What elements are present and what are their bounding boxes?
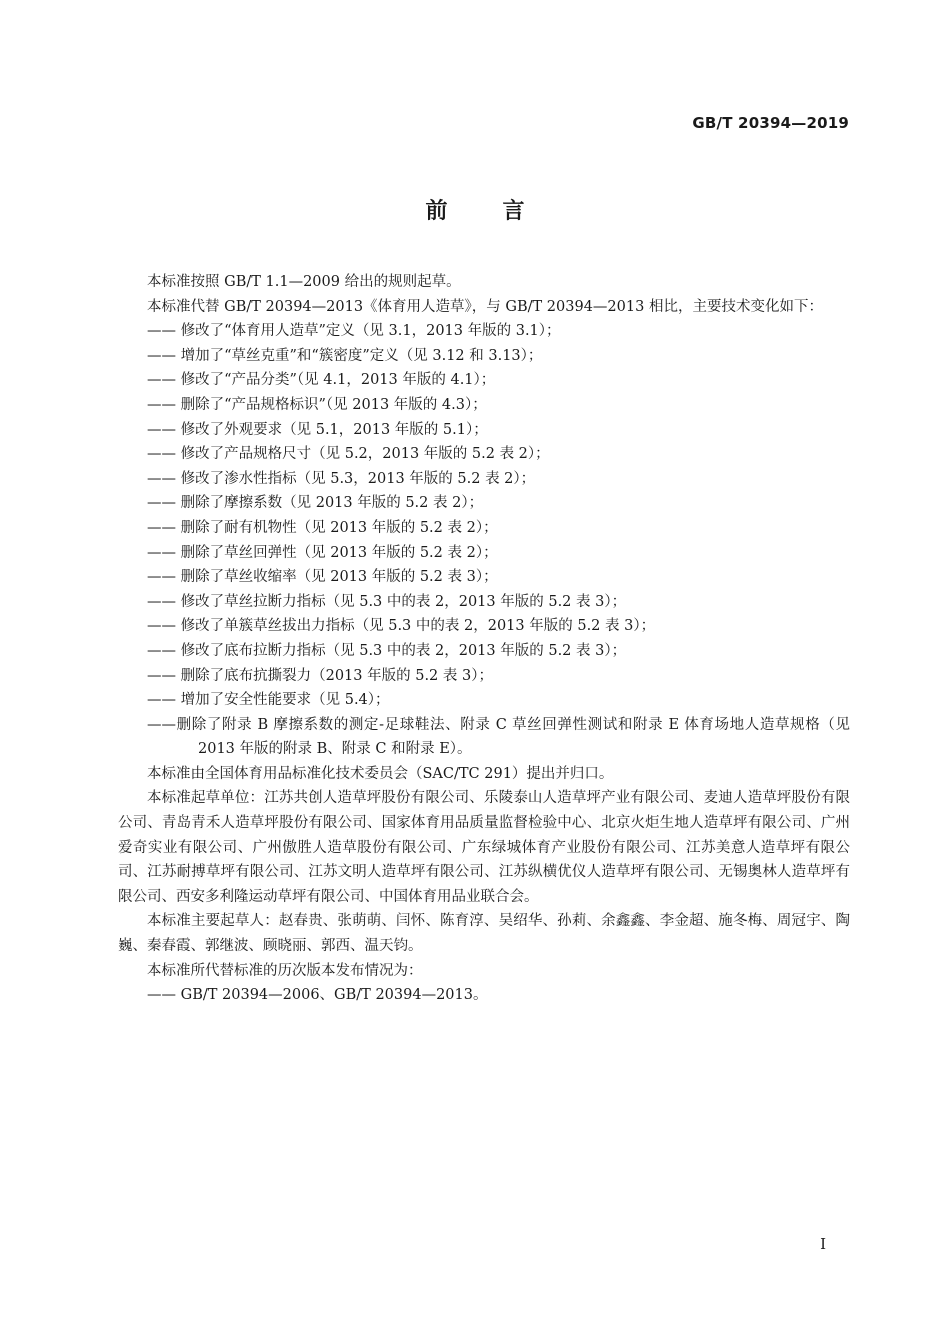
list-item: —— 删除了摩擦系数（见 2013 年版的 5.2 表 2）； [147,495,484,512]
list-item: —— 修改了渗水性指标（见 5.3，2013 年版的 5.2 表 2）； [147,470,536,487]
committee-paragraph: 本标准由全国体育用品标准化技术委员会（SAC/TC 291）提出并归口。 [147,765,614,782]
list-item: —— 修改了“产品分类”（见 4.1，2013 年版的 4.1）； [147,372,496,389]
page-title: 前言 [425,199,580,224]
list-item: —— 删除了“产品规格标识”（见 2013 年版的 4.3）； [147,396,487,413]
list-item: —— 修改了“体育用人造草”定义（见 3.1，2013 年版的 3.1）； [147,323,561,340]
drafting-rules-paragraph: 本标准按照 GB/T 1.1—2009 给出的规则起草。 [147,274,461,290]
page-number: I [820,1235,826,1253]
foreword-body [118,270,850,1008]
previous-versions-item: —— GB/T 20394—2006、GB/T 20394—2013。 [147,987,488,1004]
list-item: —— 修改了底布拉断力指标（见 5.3 中的表 2，2013 年版的 5.2 表 3）； [147,642,627,659]
list-item: —— 增加了“草丝克重”和“簇密度”定义（见 3.12 和 3.13）； [147,347,543,364]
drafting-units-paragraph: 本标准起草单位：江苏共创人造草坪股份有限公司、乐陵泰山人造草坪产业有限公司、麦迪人造草坪股份有限公司、青岛青禾人造草坪股份有限公司、国家体育用品质量监督检验中心、北京火炬生地人造草坪有限公司、广州爱奇实业有限公司、广州傲胜人造草股份有限公司、广东绿城体育产业股份有限公司、江苏美意人造草坪有限公司、江苏耐搏草坪有限公司、江苏文明人造草坪有限公司、江苏纵横优仪人造草坪有限公司、无锡奥林人造草坪有限公司、西安多利隆运动草坪有限公司、中国体育用品业联合会。 [118,790,850,905]
list-item: —— 增加了安全性能要求（见 5.4）； [147,692,390,709]
list-item: —— 删除了草丝回弹性（见 2013 年版的 5.2 表 2）； [147,544,498,561]
list-item: —— 删除了耐有机物性（见 2013 年版的 5.2 表 2）； [147,519,498,536]
list-item: —— 修改了产品规格尺寸（见 5.2，2013 年版的 5.2 表 2）； [147,446,550,463]
list-item: —— 修改了单簇草丝拔出力指标（见 5.3 中的表 2，2013 年版的 5.2 表 3）； [147,618,656,635]
drafters-paragraph: 本标准主要起草人：赵春贵、张萌萌、闫怀、陈育淳、吴绍华、孙莉、余鑫鑫、李金超、施冬梅、周冠宇、陶巍、秦春霞、郭继波、顾晓丽、郭西、温天钧。 [118,913,850,955]
list-item: —— 修改了草丝拉断力指标（见 5.3 中的表 2，2013 年版的 5.2 表 3）； [147,593,627,610]
changes-list [118,319,850,762]
list-item: —— 修改了外观要求（见 5.1，2013 年版的 5.1）； [147,421,488,438]
history-paragraph: 本标准所代替标准的历次版本发布情况为： [147,962,423,979]
list-item: ——删除了附录 B 摩擦系数的测定-足球鞋法、附录 C 草丝回弹性测试和附录 E 体育场地人造草规格（见 2013 年版的附录 B、附录 C 和附录 E）。 [147,716,850,758]
list-item: —— 删除了底布抗撕裂力（2013 年版的 5.2 表 3）； [147,667,493,684]
replacement-paragraph: 本标准代替 GB/T 20394—2013《体育用人造草》，与 GB/T 20394—2013 相比，主要技术变化如下： [147,298,823,315]
list-item: —— 删除了草丝收缩率（见 2013 年版的 5.2 表 3）； [147,569,498,586]
document-number: GB/T 20394—2019 [692,114,849,132]
